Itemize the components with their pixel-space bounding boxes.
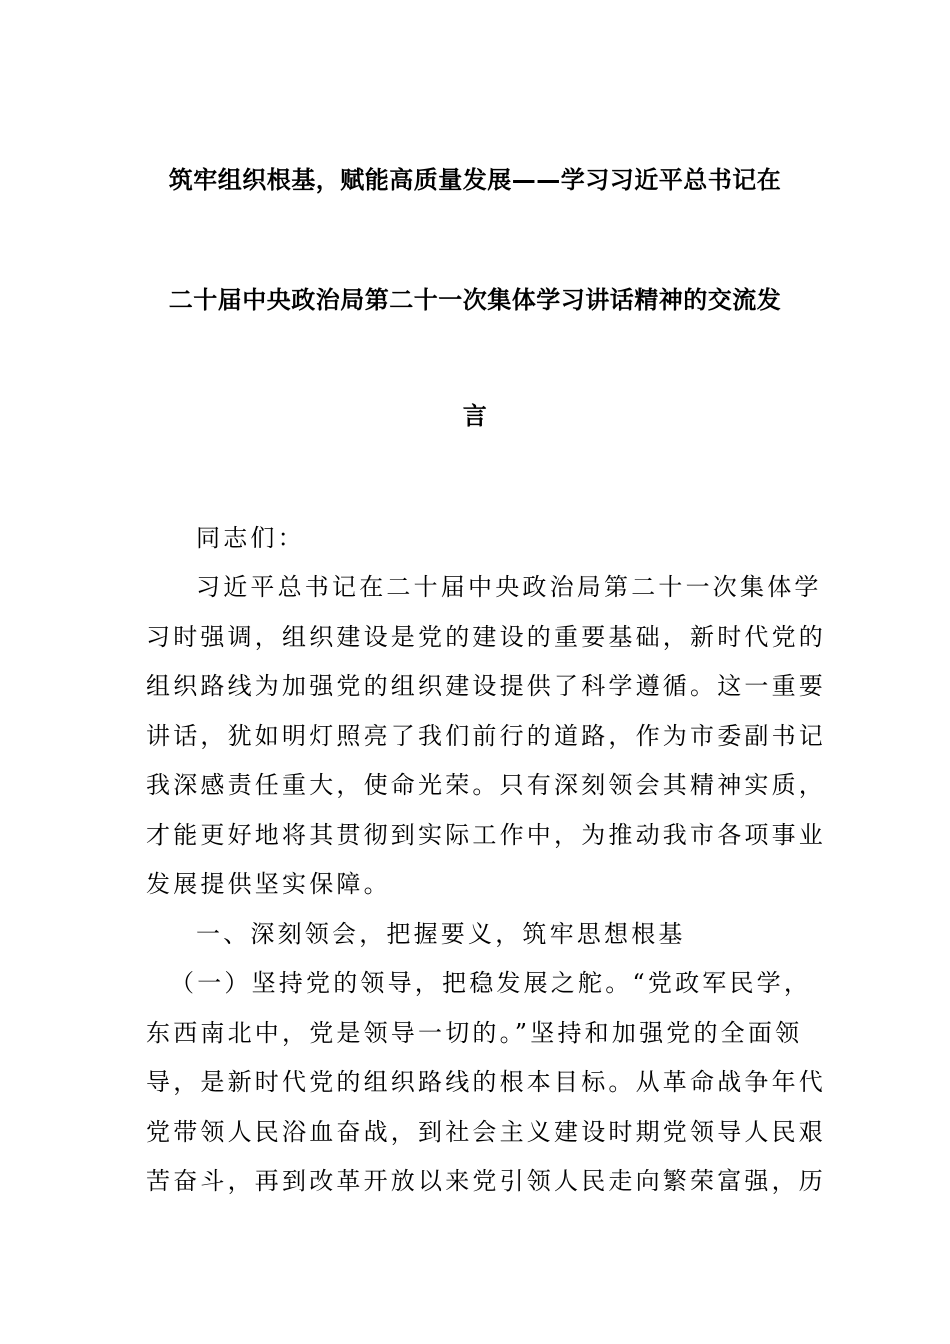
paragraph-2-line-4: 党带领人民浴血奋战，到社会主义建设时期党领导人民艰 (146, 1118, 826, 1146)
title-line-1: 筑牢组织根基，赋能高质量发展——学习习近平总书记在 (168, 166, 782, 194)
paragraph-1-line-3: 组织路线为加强党的组织建设提供了科学遵循。这一重要 (146, 672, 826, 700)
paragraph-1-line-5: 我深感责任重大，使命光荣。只有深刻领会其精神实质， (146, 771, 826, 799)
paragraph-2-line-3: 导，是新时代党的组织路线的根本目标。从革命战争年代 (146, 1068, 826, 1096)
paragraph-1-line-7: 发展提供坚实保障。 (146, 870, 391, 898)
salutation: 同志们： (196, 524, 305, 552)
title-line-3: 言 (462, 402, 488, 430)
section-heading-1: 一、深刻领会，把握要义，筑牢思想根基 (196, 920, 686, 948)
paragraph-2-line-5: 苦奋斗，再到改革开放以来党引领人民走向繁荣富强，历 (146, 1167, 826, 1195)
paragraph-1-line-2: 习时强调，组织建设是党的建设的重要基础，新时代党的 (146, 623, 826, 651)
paragraph-1-line-6: 才能更好地将其贯彻到实际工作中，为推动我市各项事业 (146, 821, 826, 849)
paragraph-2-line-1: （一）坚持党的领导，把稳发展之舵。“党政军民学， (170, 969, 812, 997)
title-line-2: 二十届中央政治局第二十一次集体学习讲话精神的交流发 (168, 286, 782, 314)
paragraph-1-line-1: 习近平总书记在二十届中央政治局第二十一次集体学 (196, 573, 822, 601)
paragraph-2-line-2: 东西南北中，党是领导一切的。”坚持和加强党的全面领 (146, 1019, 803, 1047)
paragraph-1-line-4: 讲话，犹如明灯照亮了我们前行的道路，作为市委副书记 (146, 722, 826, 750)
